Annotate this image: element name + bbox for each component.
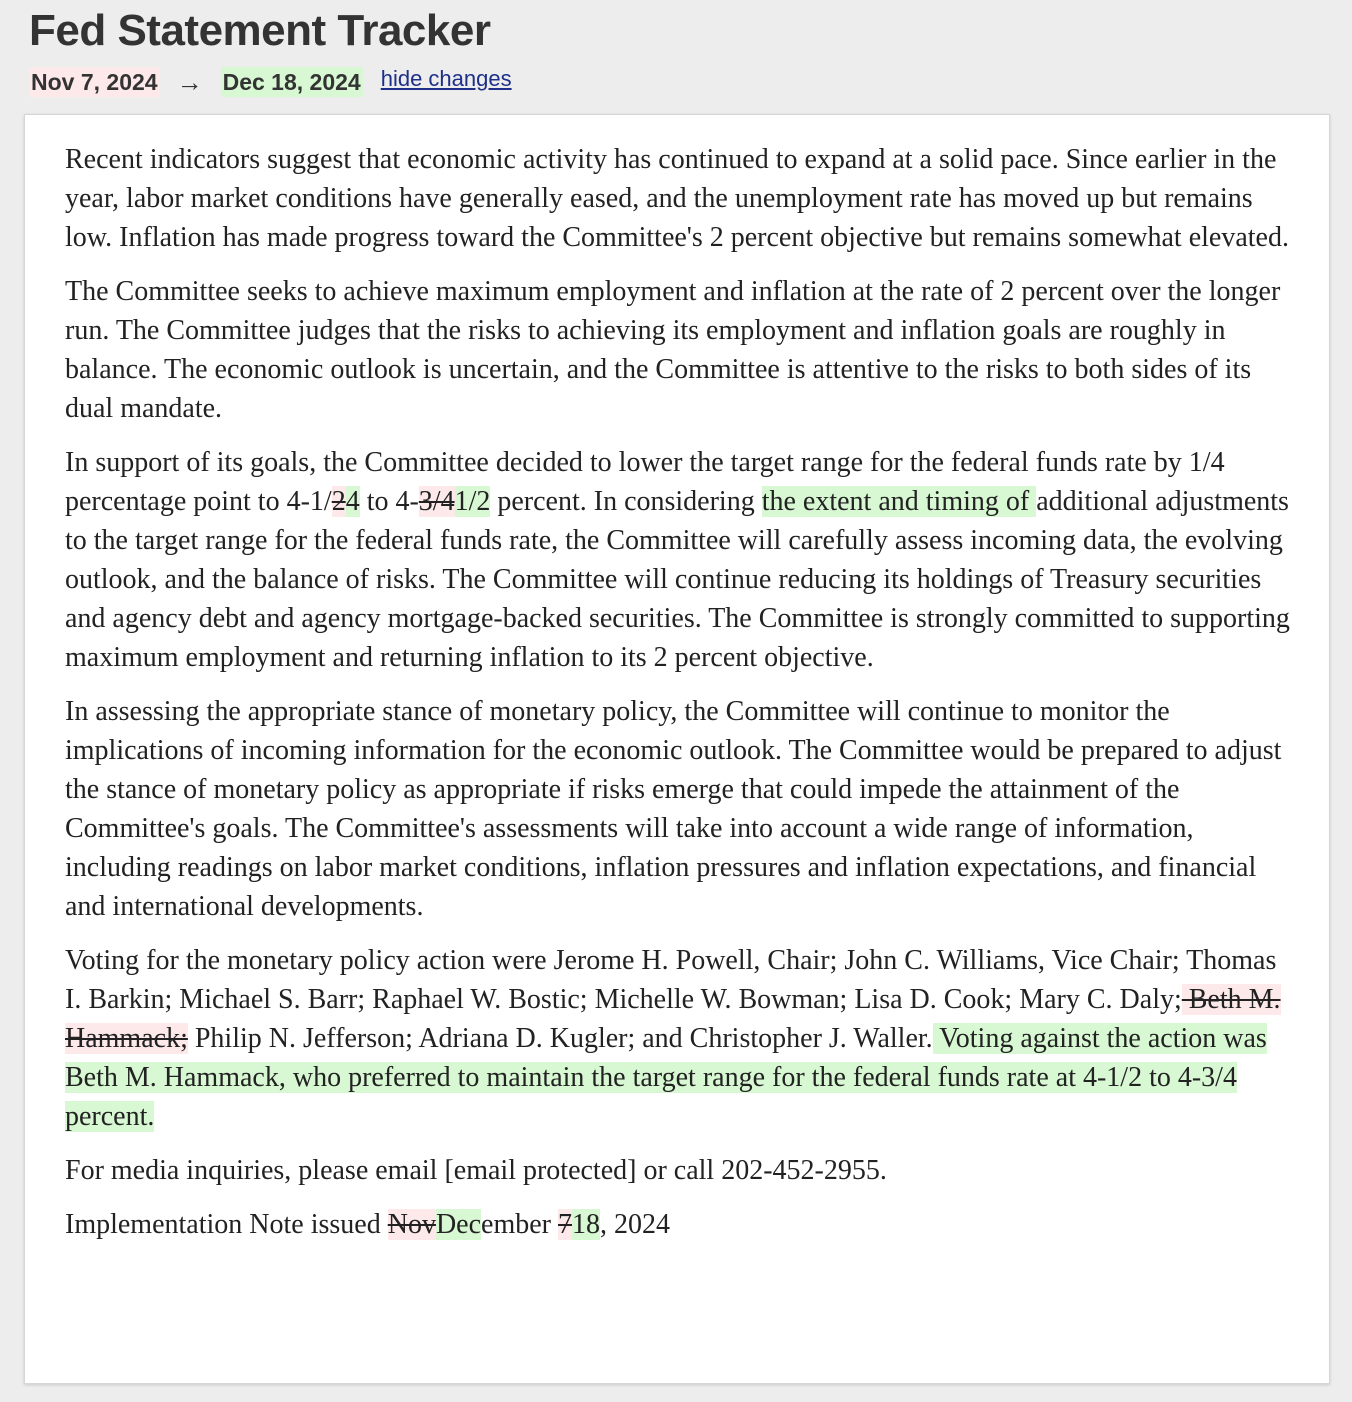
paragraph-voting	[65, 941, 1297, 1136]
inserted-text: 4	[345, 486, 360, 517]
statement-diff	[65, 140, 1297, 1259]
unchanged-text: percent. In considering	[490, 486, 762, 517]
paragraph-media-inquiries: For media inquiries, please email [email protected] or call 202-452-2955.	[65, 1155, 887, 1186]
paragraph-policy-decision	[65, 443, 1297, 677]
deleted-text: 2	[331, 486, 346, 517]
unchanged-text: Implementation Note issued	[65, 1209, 388, 1240]
unchanged-text: , 2024	[600, 1209, 670, 1240]
paragraph-committee-goals: The Committee seeks to achieve maximum employment and inflation at the rate of 2 percent over the longer run. The Committee judges that the risks to achieving its employment and inflation goals are roughly in balance. The economic outlook is uncertain, and the Committee is attentive to the risks to both sides of its dual mandate.	[65, 276, 1281, 424]
from-date-badge: Nov 7, 2024	[31, 69, 158, 95]
paragraph-policy-stance: In assessing the appropriate stance of monetary policy, the Committee will continue to monitor the implications of incoming information for the economic outlook. The Committee would be prepared to adjust the stance of monetary policy as appropriate if risks emerge that could impede the attainment of the Committee's goals. The Committee's assessments will take into account a wide range of information, including readings on labor market conditions, inflation pressures and inflation expectations, and financial and international developments.	[65, 696, 1282, 922]
unchanged-text: Voting for the monetary policy action were Jerome H. Powell, Chair; John C. Williams, Vice Chair; Thomas I. Barkin; Michael S. Barr; Raphael W. Bostic; Michelle W. Bowman; Lisa D. Cook; Mary C. Daly;	[65, 945, 1277, 1015]
inserted-text: the extent and timing of	[761, 486, 1037, 517]
arrow-right-icon: →	[176, 67, 203, 97]
hide-changes-link[interactable]: hide changes	[380, 66, 512, 91]
paragraph-implementation-note	[65, 1205, 1297, 1244]
deleted-text: 7	[558, 1209, 572, 1240]
unchanged-text: Philip N. Jefferson; Adriana D. Kugler; and Christopher J. Waller.	[187, 1023, 933, 1054]
date-comparison-bar	[29, 66, 512, 98]
inserted-text: 1/2	[454, 486, 491, 517]
deleted-text: Beth M. Hammack;	[65, 984, 1281, 1054]
deleted-text: Nov	[387, 1209, 436, 1240]
inserted-text: 18	[572, 1209, 600, 1240]
unchanged-text: In support of its goals, the Committee decided to lower the target range for the federal funds rate by 1/4 percentage point to 4-1/	[65, 447, 1225, 517]
statement-panel	[24, 114, 1330, 1384]
unchanged-text: additional adjustments to the target range for the federal funds rate, the Committee will carefully assess incoming data, the evolving outlook, and the balance of risks. The Committee will continue reducing its holdings of Treasury securities and agency debt and agency mortgage-backed securities. The Committee is strongly committed to supporting maximum employment and returning inflation to its 2 percent objective.	[65, 486, 1290, 673]
inserted-text: Dec	[435, 1209, 482, 1240]
paragraph-economic-activity: Recent indicators suggest that economic activity has continued to expand at a solid pace. Since earlier in the year, labor market conditions have generally eased, and the unemployment rate has moved up but remains low. Inflation has made progress toward the Committee's 2 percent objective but remains somewhat elevated.	[65, 144, 1289, 253]
to-date-badge: Dec 18, 2024	[222, 69, 361, 95]
inserted-text: Voting against the action was Beth M. Hammack, who preferred to maintain the target range for the federal funds rate at 4-1/2 to 4-3/4 percent.	[65, 1023, 1267, 1132]
app-title: Fed Statement Tracker	[29, 6, 491, 55]
deleted-text: 3/4	[418, 486, 455, 517]
unchanged-text: ember	[481, 1209, 558, 1240]
unchanged-text: to 4-	[359, 486, 419, 517]
